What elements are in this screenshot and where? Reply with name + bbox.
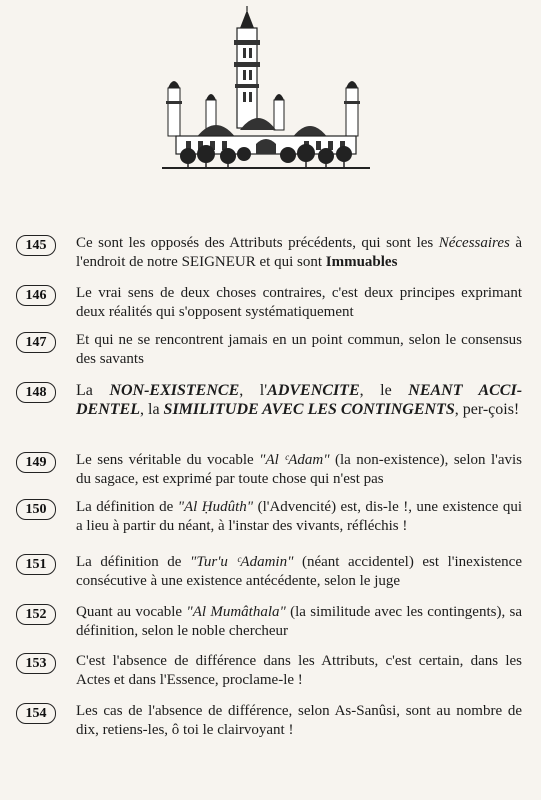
verse-number: 148 (16, 382, 56, 403)
verse-text: Les cas de l'absence de différence, selon As-Sanûsi, sont au nombre de dix, retiens-les, ô toi le clairvoyant ! (76, 703, 522, 738)
verse-number: 154 (16, 703, 56, 724)
verse-number: 145 (16, 235, 56, 256)
verse-number: 150 (16, 499, 56, 520)
verse-text: Et qui ne se rencontrent jamais en un point commun, selon le consensus des savants (76, 332, 522, 367)
verse-text: Quant au vocable "Al Mumâthala" (la similitude avec les contingents), sa définition, selon le noble chercheur (76, 604, 522, 639)
verse-number: 149 (16, 452, 56, 473)
verse-text: Le vrai sens de deux choses contraires, c'est deux principes exprimant deux réalités qui s'opposent systématiquement (76, 285, 522, 320)
verse-text: Le sens véritable du vocable "Al ᶜAdam" (la non-existence), selon l'avis du sagace, est exprimé par toute chose qui n'est pas (76, 452, 522, 487)
verse-number: 147 (16, 332, 56, 353)
verse-number: 152 (16, 604, 56, 625)
verse-text: C'est l'absence de différence dans les Attributs, c'est certain, dans les Actes et dans l'Essence, proclame-le ! (76, 653, 522, 688)
verse-text: La définition de "Al Ḥudûth" (l'Advencité) est, dis-le !, une existence qui a lieu à partir du néant, à l'instar des vivants, réfléchis ! (76, 499, 522, 534)
verse-text: La définition de "Tur'u ᶜAdamin" (néant accidentel) est l'inexistence consécutive à une existence antécédente, selon le juge (76, 554, 522, 589)
verse-number: 153 (16, 653, 56, 674)
verse-text: Ce sont les opposés des Attributs précédents, qui sont les Nécessaires à l'endroit de notre SEIGNEUR et qui sont Immuables (76, 235, 522, 270)
verse-text: La NON-EXISTENCE, l'ADVENCITE, le NEANT ACCI-DENTEL, la SIMILITUDE AVEC LES CONTINGENTS, per-çois! (76, 382, 523, 418)
verse-number: 146 (16, 285, 56, 306)
verse-number: 151 (16, 554, 56, 575)
mosque-illustration-icon (158, 6, 374, 174)
